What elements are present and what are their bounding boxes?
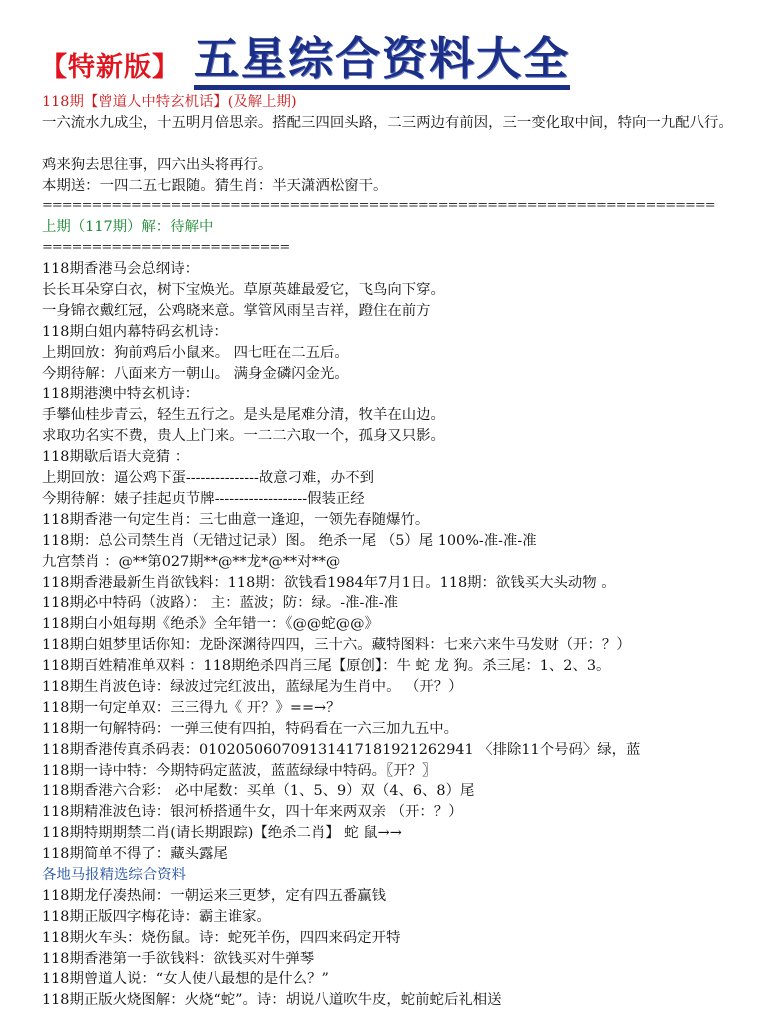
separator-line: ========================= (42, 240, 290, 256)
text-line: 118期精准波色诗：银河桥搭通牛女，四十年来两双亲 （开：？） (42, 804, 463, 821)
text-line: 118期曾道人说：“女人使八最想的是什么？” (42, 971, 329, 988)
text-line: 鸡来狗去思往事，四六出头将再行。 (42, 156, 273, 173)
text-line: 手攀仙桂步青云，轻生五行之。是头是尾难分清，牧羊在山边。 (42, 407, 445, 424)
text-line: 118期港澳中特玄机诗： (42, 386, 199, 403)
text-line: 118期白小姐每期《绝杀》全年错一：《@@蛇@@》 (42, 616, 379, 633)
text-line: 118期香港最新生肖欲钱料：118期：欲钱看1984年7月1日。118期：欲钱买大头动物 。 (42, 574, 616, 591)
separator-line: ==================================================================== (42, 198, 715, 214)
text-line: 118期歇后语大竞猜 ： (42, 449, 190, 466)
text-line: 118期百姓精准单双料 ：118期绝杀四肖三尾【原创】：牛 蛇 龙 狗。杀三尾：1、2、3。 (42, 658, 611, 675)
text-line: 一身锦衣戴红冠，公鸡晓来意。掌管风雨呈吉祥，蹬住在前方 (42, 302, 431, 319)
text-line: 118期香港传真杀码表：010205060709131417181921262941 〈排除11个号码〉绿，蓝 (42, 741, 641, 758)
text-line: 118期香港一句定生肖：三七曲意一逢迎，一领先春随爆竹。 (42, 511, 430, 528)
text-line: 今期待解：婊子挂起贞节牌-------------------假装正经 (42, 490, 365, 507)
text-line: 118期香港马会总纲诗： (42, 261, 199, 278)
text-line: 九宫禁肖 ：@**第027期**@**龙*@**对**@ (42, 553, 341, 570)
text-line: 118期一诗中特：今期特码定蓝波，蓝蓝绿绿中特码。〖开？〗 (42, 762, 437, 779)
text-line: 上期回放：逼公鸡下蛋---------------故意刁难，办不到 (42, 470, 374, 487)
text-line: 118期火车头：烧伤鼠。诗：蛇死羊伤，四四来码定开特 (42, 929, 401, 946)
text-line: 118期龙仔凑热闹：一朝运来三更梦，定有四五番赢钱 (42, 887, 387, 904)
text-line: 求取功名实不费，贵人上门来。一二二六取一个，孤身又只影。 (42, 428, 445, 445)
text-line: 一六流水九成尘，十五明月倍思亲。搭配三四回头路，二三两边有前因，三一变化取中间，特向一九配八行。 (42, 114, 733, 131)
content-lines (42, 92, 752, 1011)
text-line: 118期香港第一手欲钱料：欲钱买对牛弹琴 (42, 950, 315, 967)
text-line: 上期回放：狗前鸡后小鼠来。 四七旺在二五后。 (42, 344, 349, 361)
text-line: 118期香港六合彩： 必中尾数：买单（1、5、9）双（4、6、8）尾 (42, 783, 475, 800)
text-line: 本期送：一四二五七跟随。猜生肖：半天潇洒松窗干。 (42, 177, 388, 194)
text-line: 118期特期期禁二肖(请长期跟踪)【绝杀二肖】 蛇 鼠→→ (42, 825, 402, 842)
text-line: 118期【曾道人中特玄机话】(及解上期) (42, 94, 297, 110)
text-line: 118期必中特码（波路）： 主：蓝波；防：绿。-准-准-准 (42, 595, 399, 612)
text-line: 118期：总公司禁生肖（无错过记录）图。 绝杀一尾 （5）尾 100%-准-准-准 (42, 532, 537, 549)
text-line: 118期白姐内幕特码玄机诗： (42, 323, 228, 340)
text-line: 今期待解：八面来方一朝山。 满身金磷闪金光。 (42, 365, 349, 382)
edition-badge: 【特新版】 (40, 52, 180, 83)
text-line: 各地马报精选综合资料 (42, 866, 186, 883)
text-line: 118期白姐梦里话你知：龙卧深渊待四四，三十六。藏特图料：七来六来牛马发财（开：？） (42, 637, 631, 654)
text-line: 118期一句定单双：三三得九《 开？》==→？ (42, 699, 341, 716)
title-row (40, 28, 740, 90)
text-line: 118期生肖波色诗：绿波过完红波出，蓝绿尾为生肖中。 （开？） (42, 678, 463, 695)
text-line: 118期正版火烧图解：火烧“蛇”。诗：胡说八道吹牛皮，蛇前蛇后礼相送 (42, 992, 502, 1009)
text-line: 长长耳朵穿白衣，树下宝焕光。草原英雄最爱它，飞鸟向下穿。 (42, 282, 445, 299)
page-title: 五星综合资料大全 (194, 33, 570, 90)
text-line: 118期简单不得了：藏头露尾 (42, 846, 228, 863)
text-line: 118期正版四字梅花诗：霸主谁家。 (42, 908, 271, 925)
text-line: 上期（117期）解：待解中 (42, 219, 214, 236)
text-line: 118期一句解特码：一弹三使有四拍，特码看在一六三加九五中。 (42, 720, 459, 737)
